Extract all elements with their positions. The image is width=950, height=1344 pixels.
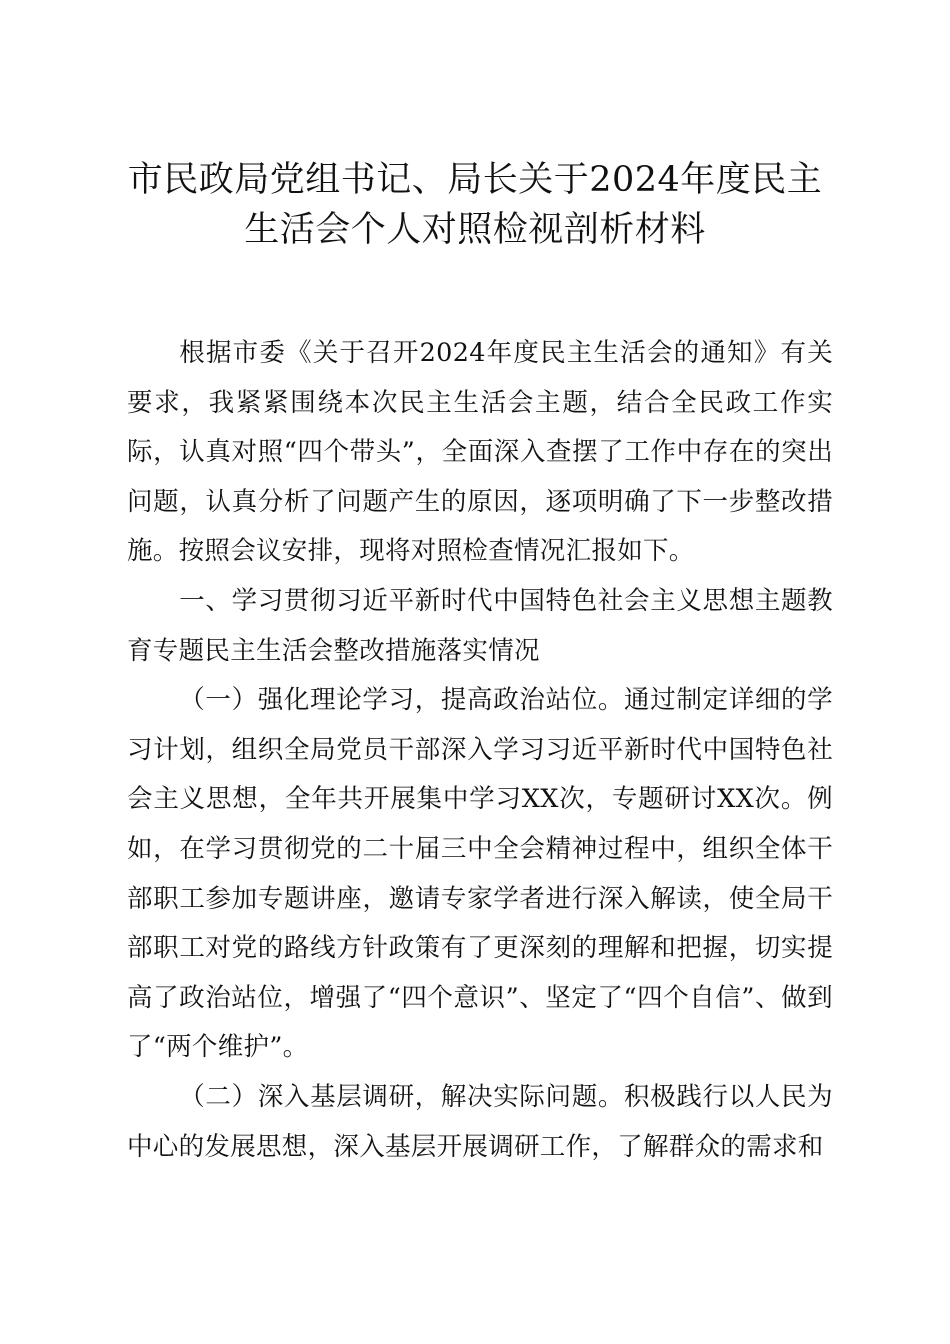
document-title-line-1: 市民政局党组书记、局长关于2024年度民主: [127, 160, 823, 200]
subsection-paragraph-2: （二）深入基层调研，解决实际问题。积极践行以人民为中心的发展思想，深入基层开展调研工作，了解群众的需求和: [127, 1081, 833, 1162]
subsection-paragraph-1: （一）强化理论学习，提高政治站位。通过制定详细的学习计划，组织全局党员干部深入学习习近平新时代中国特色社会主义思想，全年共开展集中学习XX次，专题研讨XX次。例如，在学习贯彻党的二十届三中全会精神过程中，组织全体干部职工参加专题讲座，邀请专家学者进行深入解读，使全局干部职工对党的路线方针政策有了更深刻的理解和把握，切实提高了政治站位，增强了“四个意识”、坚定了“四个自信”、做到了“两个维护”。: [127, 685, 833, 1063]
section-heading-1: 一、学习贯彻习近平新时代中国特色社会主义思想主题教育专题民主生活会整改措施落实情况: [127, 585, 833, 666]
document-title-line-2: 生活会个人对照检视剖析材料: [244, 210, 706, 250]
document-body: [127, 329, 833, 1172]
intro-paragraph: 根据市委《关于召开2024年度民主生活会的通知》有关要求，我紧紧围绕本次民主生活会主题，结合全民政工作实际，认真对照“四个带头”，全面深入查摆了工作中存在的突出问题，认真分析了问题产生的原因，逐项明确了下一步整改措施。按照会议安排，现将对照检查情况汇报如下。: [127, 338, 833, 567]
